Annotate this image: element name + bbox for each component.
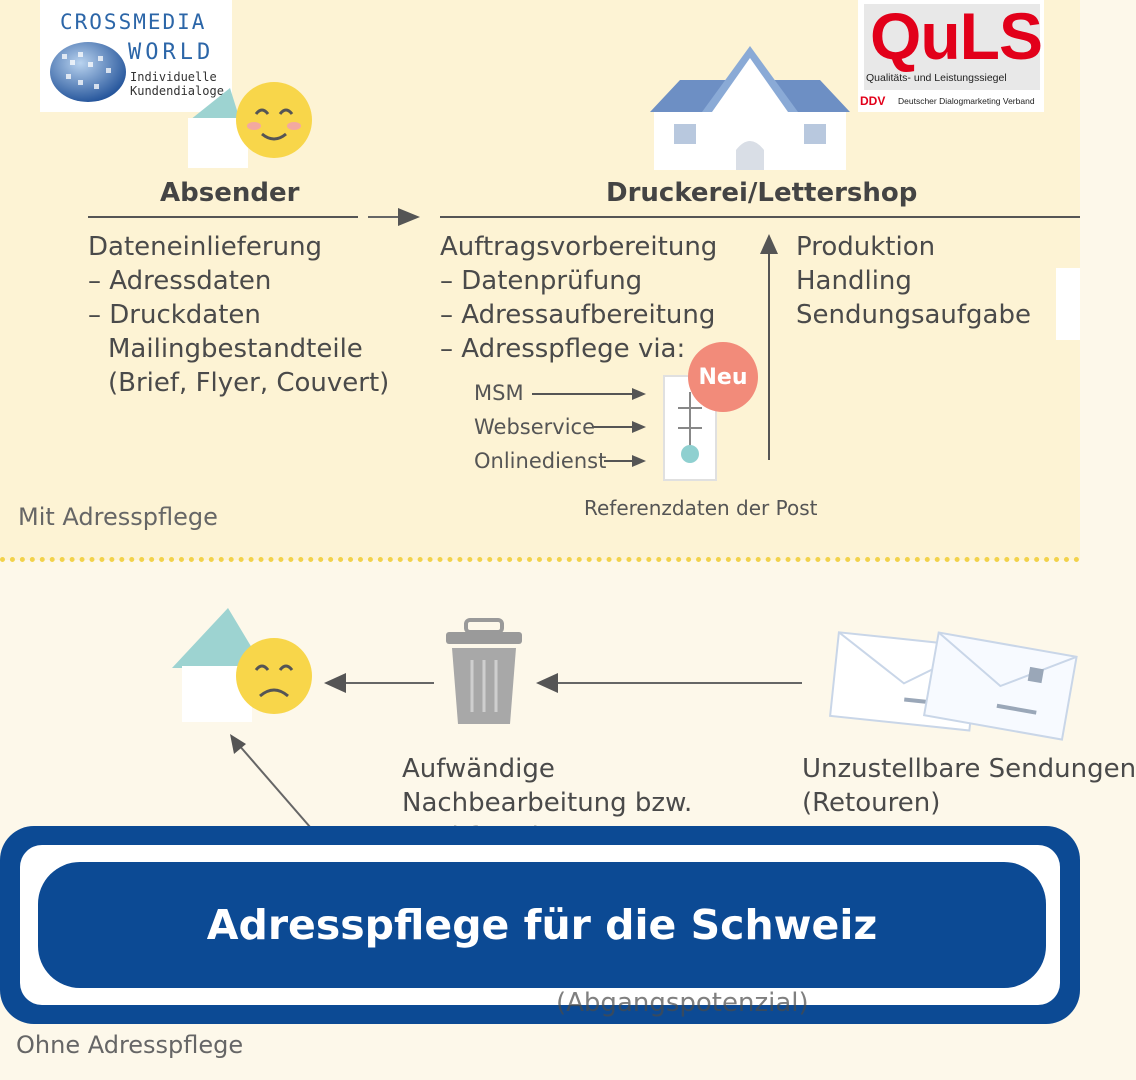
quls-mark: QuLS bbox=[870, 0, 1042, 73]
sender-line: – Druckdaten bbox=[88, 300, 261, 330]
undeliverable-line: (Retouren) bbox=[802, 788, 941, 818]
prep-line: – Adressaufbereitung bbox=[440, 300, 716, 330]
printer-title: Druckerei/Lettershop bbox=[606, 178, 918, 208]
world-wordmark: WORLD bbox=[128, 40, 215, 65]
arrow-left-icon bbox=[536, 673, 558, 693]
happy-house-icon bbox=[170, 70, 330, 170]
with-maintenance-label: Mit Adresspflege bbox=[18, 503, 218, 531]
banner bbox=[38, 862, 1046, 988]
production-line: Handling bbox=[796, 266, 912, 296]
globe-icon bbox=[48, 40, 128, 106]
arrow-up-icon bbox=[760, 234, 778, 254]
prep-line: – Datenprüfung bbox=[440, 266, 643, 296]
new-badge: Neu bbox=[688, 342, 758, 412]
crossmedia-tagline: Individuelle Kundendialoge bbox=[130, 70, 224, 98]
sender-line: (Brief, Flyer, Couvert) bbox=[108, 368, 390, 398]
arrow-left-icon bbox=[324, 673, 346, 693]
churn-label: (Abgangspotenzial) bbox=[556, 988, 809, 1018]
without-maintenance-label: Ohne Adresspflege bbox=[16, 1031, 244, 1059]
reference-data-label: Referenzdaten der Post bbox=[584, 496, 818, 520]
sender-line: Dateneinlieferung bbox=[88, 232, 323, 262]
quls-subtitle: Qualitäts- und Leistungssiegel bbox=[866, 72, 1007, 84]
rework-line: Nachbearbeitung bzw. bbox=[402, 788, 693, 818]
channel-onlinedienst: Onlinedienst bbox=[474, 449, 607, 473]
printer-rule bbox=[440, 216, 1080, 218]
sender-line: – Adressdaten bbox=[88, 266, 272, 296]
crossmedia-wordmark: CROSSMEDIA bbox=[60, 10, 207, 34]
ddv-abbr: DDV bbox=[860, 94, 886, 108]
sender-line: Mailingbestandteile bbox=[108, 334, 363, 364]
channel-webservice: Webservice bbox=[474, 415, 596, 439]
prep-line: – Adresspflege via: bbox=[440, 334, 686, 364]
printshop-building-icon bbox=[640, 40, 860, 170]
sad-house-icon bbox=[168, 604, 318, 724]
trash-bin-icon bbox=[442, 618, 526, 726]
sender-rule bbox=[88, 216, 358, 218]
production-up-arrow-line bbox=[768, 246, 770, 460]
bin-to-house-arrow bbox=[340, 682, 434, 684]
dotted-divider bbox=[0, 557, 1080, 562]
quls-logo bbox=[858, 0, 1044, 112]
channel-arrows bbox=[530, 380, 650, 472]
returned-envelopes-icon bbox=[820, 628, 1080, 738]
undeliverable-line: Unzustellbare Sendungen bbox=[802, 754, 1136, 784]
envelope-partial-icon bbox=[1056, 268, 1080, 340]
banner-title: Adresspflege für die Schweiz bbox=[206, 901, 878, 949]
sender-title: Absender bbox=[160, 178, 300, 208]
channel-msm: MSM bbox=[474, 381, 524, 405]
rework-line: Aufwändige bbox=[402, 754, 555, 784]
arrow-right-icon bbox=[398, 208, 420, 226]
prep-line: Auftragsvorbereitung bbox=[440, 232, 718, 262]
production-line: Sendungsaufgabe bbox=[796, 300, 1031, 330]
production-line: Produktion bbox=[796, 232, 936, 262]
ddv-fullname: Deutscher Dialogmarketing Verband bbox=[898, 96, 1035, 106]
returns-to-bin-arrow bbox=[552, 682, 802, 684]
